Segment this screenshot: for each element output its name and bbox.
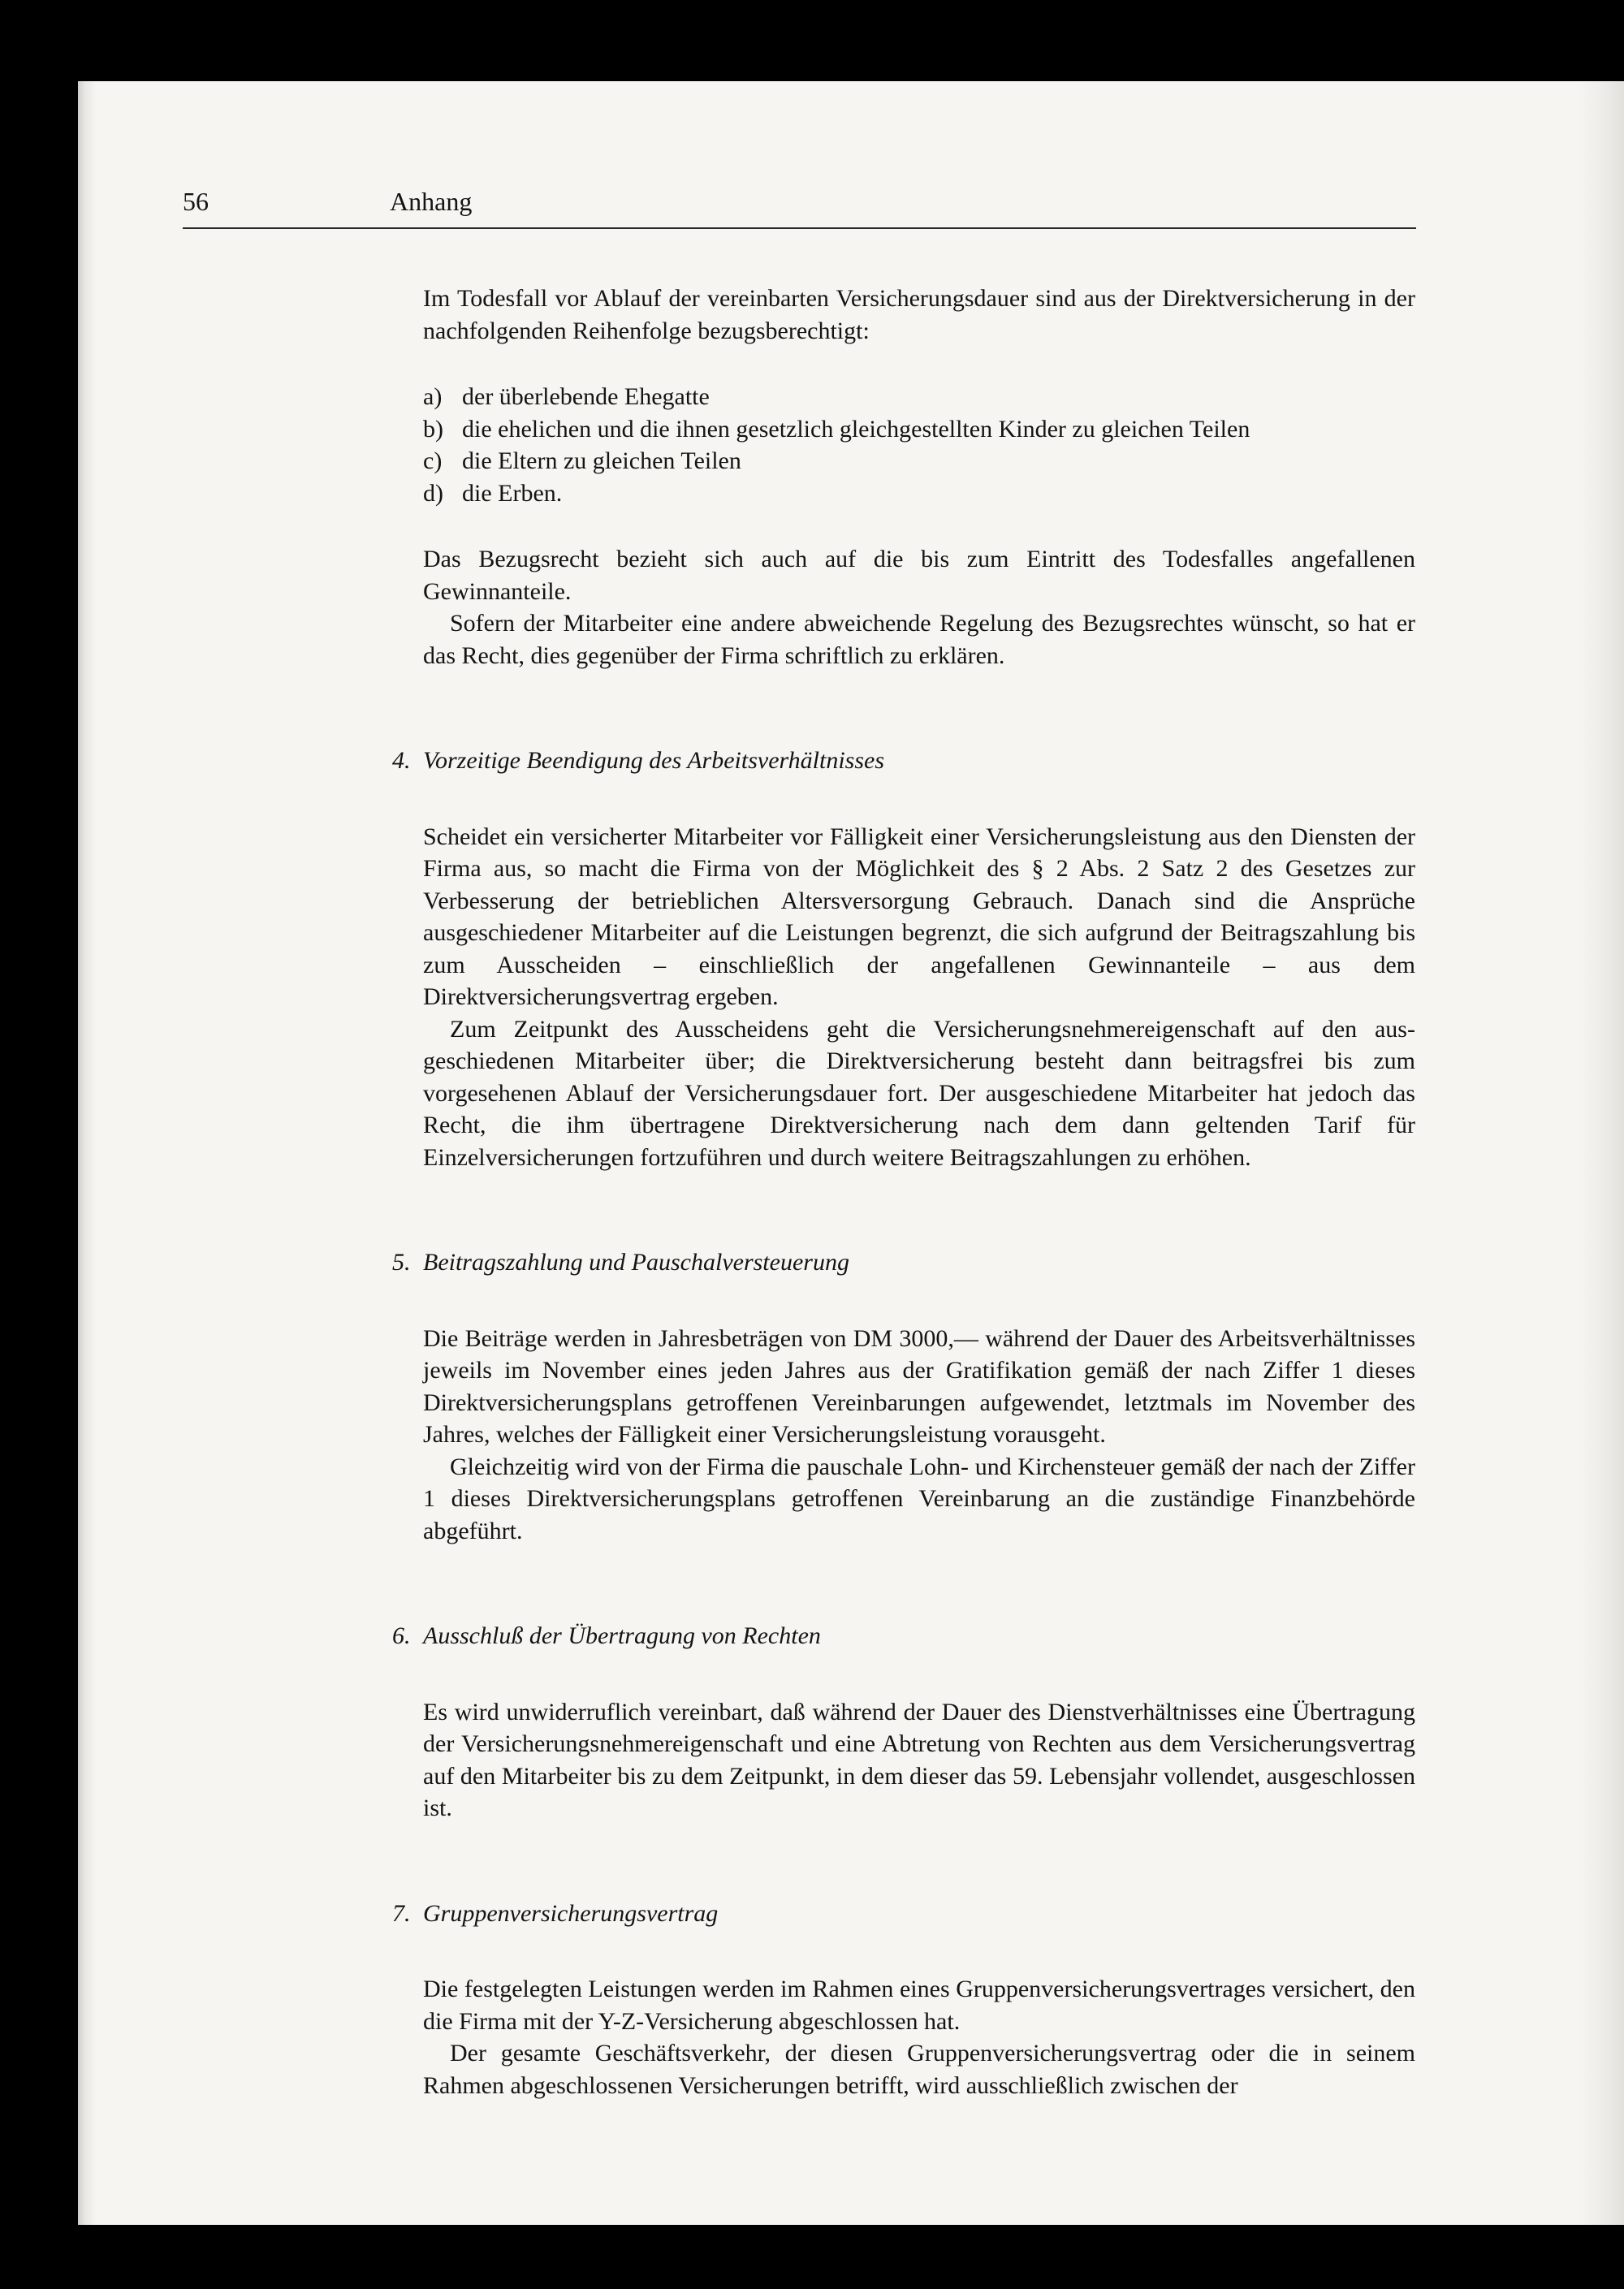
section-heading [392,1246,1415,1279]
section-paragraph: Die festgelegten Leistungen werden im Rahmen eines Gruppenversicherungsvertrages versichert, den die Firma mit der Y-Z-Versicherung abgeschlossen hat. [423,1976,1415,2035]
section-title: Gruppenversicherungsvertrag [423,1899,719,1927]
section-paragraph: Scheidet ein versicherter Mitarbeiter vor Fälligkeit einer Versicherungsleistung aus den Diensten der Firma aus, so macht die Firma von der Möglichkeit des § 2 Abs. 2 Satz 2 des Gesetzes zur Verbesserung der betrieblichen Altersversorgung Gebrauch. Danach sind die Ansprüche ausgeschiedener Mitarbeiter auf die Leistungen begrenzt, die sich aufgrund der Beitragszahlung bis zum Ausscheiden – einschließlich der angefallenen Gewinnanteile – aus dem Direktversicherungsvertrag ergeben. [423,823,1415,1010]
section-paragraph: Die Beiträge werden in Jahresbeträgen von DM 3000,— während der Dauer des Arbeitsverhältnisses jeweils im November eines jeden Jahres aus der Gratifikation gemäß der nach Ziffer 1 dieses Direktversicherungsplans getroffenen Vereinbarungen aufgewendet, letztmals im November des Jahres, welches der Fälligkeit einer Versicherungsleistung vorausgeht. [423,1324,1415,1448]
intro-paragraph: Im Todesfall vor Ablauf der vereinbarten Versicherungsdauer sind aus der Direktversicherung in der nachfolgenden Reihenfolge bezugsberechtigt: [423,285,1415,344]
list-item-text: die ehelichen und die ihnen gesetzlich gleichgestellten Kinder zu gleichen Teilen [462,415,1250,443]
list-item-text: die Erben. [462,479,563,507]
list-item-text: die Eltern zu gleichen Teilen [462,447,741,474]
running-header [183,182,1416,229]
list-marker: d) [423,479,443,507]
list-marker: c) [423,447,443,474]
page-content [392,283,1415,2101]
page-number: 56 [183,187,209,216]
section-heading [392,1620,1415,1652]
section-number: 7. [392,1899,411,1927]
running-title: Anhang [390,187,473,216]
section-paragraph: Gleichzeitig wird von der Firma die pauschale Lohn- und Kirchensteuer gemäß der nach der Ziffer 1 dieses Direktversicherungsplans getroffenen Vereinbarung an die zuständige Finanzbehörde abgeführt. [423,1453,1415,1544]
intro-paragraph: Das Bezugsrecht bezieht sich auch auf die bis zum Eintritt des Todesfalles angefallenen Gewinnanteile. [423,546,1415,605]
section-title: Vorzeitige Beendigung des Arbeitsverhältnisses [423,747,884,774]
beneficiary-list [423,381,1415,509]
section-title: Beitragszahlung und Pauschalversteuerung [423,1249,849,1276]
section-number: 4. [392,747,411,774]
list-marker: b) [423,415,443,443]
list-item [423,381,1415,413]
list-item [423,445,1415,477]
section-heading [392,1898,1415,1930]
page-left-edge [78,81,96,2225]
section-number: 5. [392,1249,411,1276]
list-marker: a) [423,383,443,410]
section-heading [392,745,1415,777]
section-paragraph: Der gesamte Geschäftsverkehr, der diesen Gruppenversicherungsvertrag oder die in seinem Rahmen abgeschlossenen Versicherungen betrifft, wird ausschließlich zwischen der [423,2040,1415,2099]
section-paragraph: Es wird unwiderruflich vereinbart, daß während der Dauer des Dienstverhältnisses eine Übertragung der Versicherungsnehmereigenschaft und eine Abtretung von Rechten aus dem Versicherungsvertrag auf den Mitarbeiter bis zu dem Zeitpunkt, in dem dieser das 59. Lebensjahr vollendet, ausgeschlossen ist. [423,1698,1415,1821]
page-right-edge [1579,81,1624,2225]
list-item-text: der überlebende Ehegatte [462,383,710,410]
list-item [423,413,1415,446]
list-item [423,477,1415,510]
section-number: 6. [392,1622,411,1649]
intro-paragraph: Sofern der Mitarbeiter eine andere abweichende Regelung des Bezugsrechtes wünscht, so hat er das Recht, dies gegenüber der Firma schriftlich zu erklären. [423,610,1415,669]
section-title: Ausschluß der Übertragung von Rechten [423,1622,821,1649]
section-paragraph: Zum Zeitpunkt des Ausscheidens geht die Versicherungsnehmereigenschaft auf den ausgeschiedenen Mitarbeiter über; die Direktversicherung besteht dann beitragsfrei bis zum vorgesehenen Ablauf der Versicherungsdauer fort. Der ausgeschiedene Mitarbeiter hat jedoch das Recht, die ihm übertragene Direktversicherung nach dem dann geltenden Tarif für Einzelversicherungen fortzuführen und durch weitere Beitragszahlungen zu erhöhen. [423,1015,1415,1171]
document-page [78,81,1624,2225]
